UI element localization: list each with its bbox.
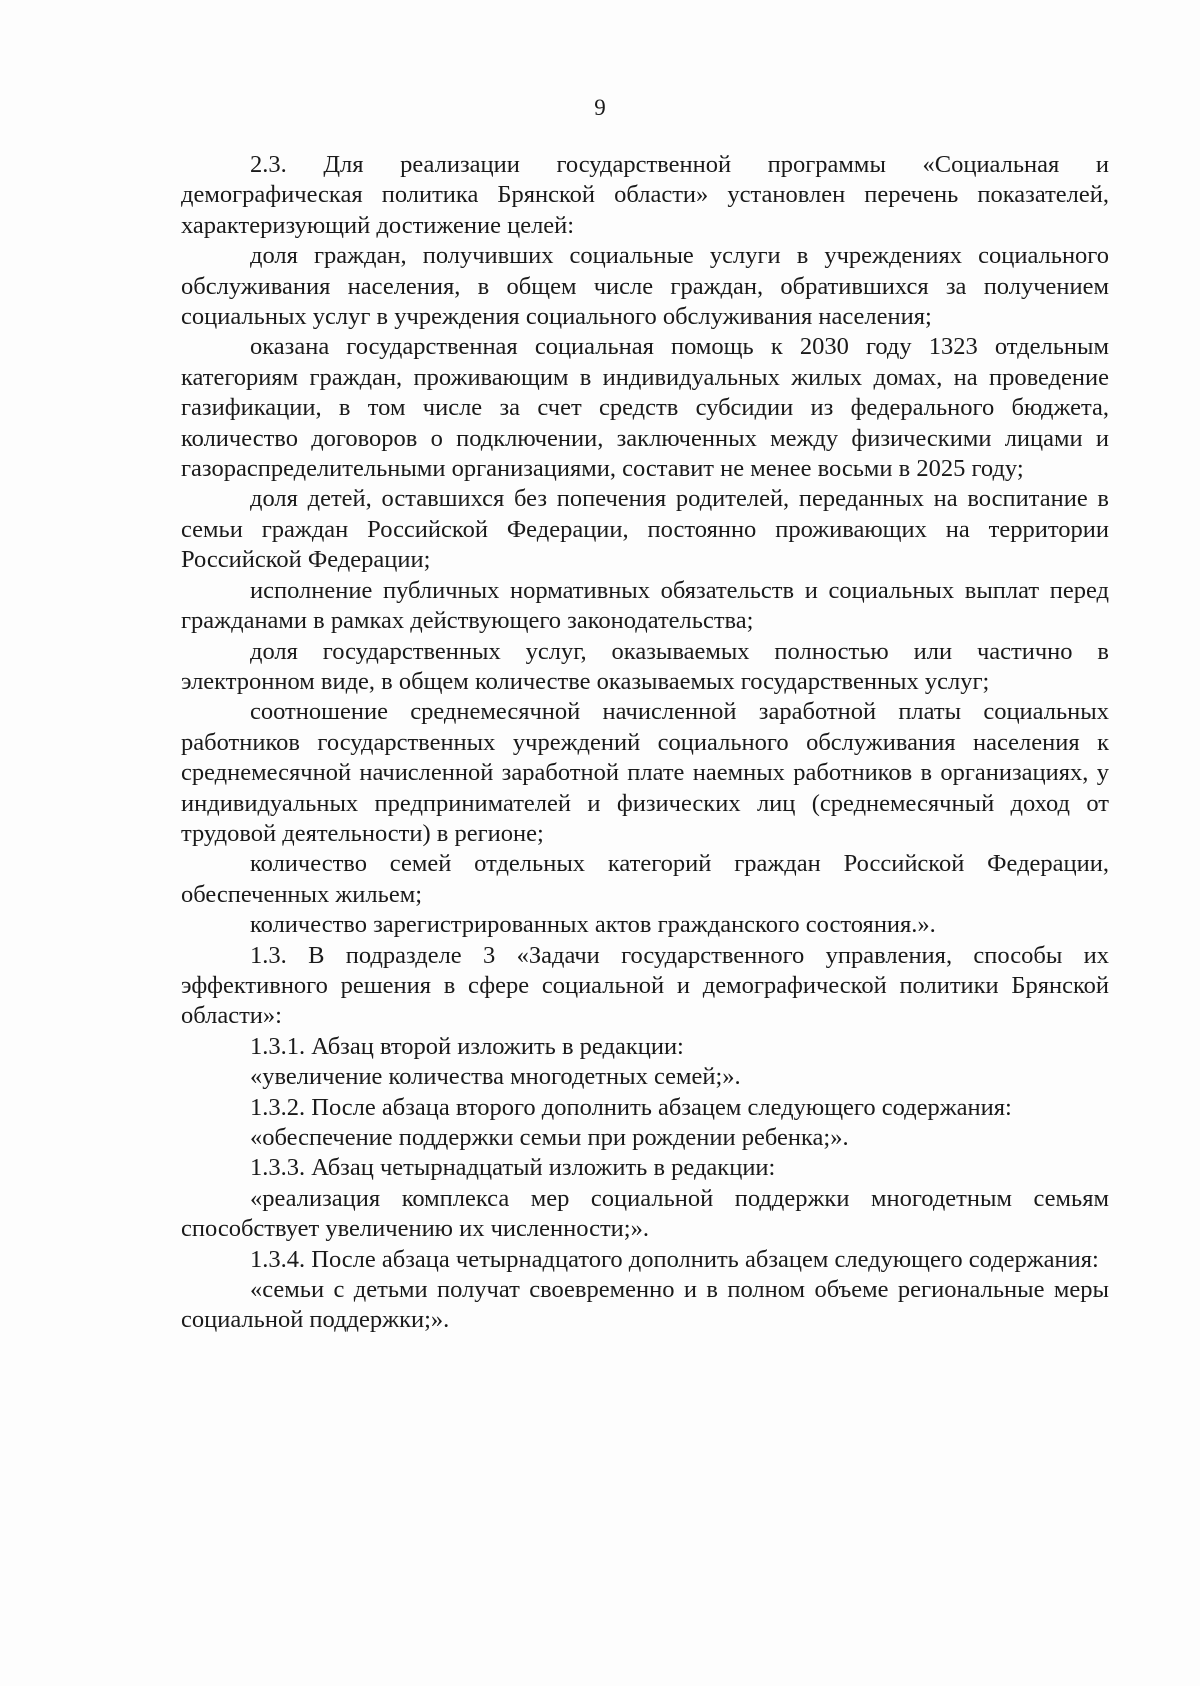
paragraph: 1.3.1. Абзац второй изложить в редакции: [250,1032,684,1060]
paragraph: количество семей отдельных категорий граждан Российской Федерации, обеспеченных жильем; [181,850,1109,908]
paragraph: соотношение среднемесячной начисленной заработной платы социальных работников государственных учреждений социального обслуживания населения к среднемесячной начисленной заработной плате наемных работников в организациях, у индивидуальных предпринимателей и физических лиц (среднемесячный доход от трудовой деятельности) в регионе; [181,698,1109,847]
paragraph: исполнение публичных нормативных обязательств и социальных выплат перед гражданами в рамках действующего законодательства; [181,576,1109,635]
paragraph: доля детей, оставшихся без попечения родителей, переданных на воспитание в семьи граждан Российской Федерации, постоянно проживающих на территории Российской Федерации; [181,485,1109,574]
paragraph: 1.3. В подразделе 3 «Задачи государственного управления, способы их эффективного решения в сфере социальной и демографической политики Брянской области»: [181,941,1109,1030]
paragraph: доля граждан, получивших социальные услуги в учреждениях социального обслуживания населения, в общем числе граждан, обратившихся за получением социальных услуг в учреждения социального обслуживания населения; [181,242,1109,331]
paragraph: 2.3. Для реализации государственной программы «Социальная и демографическая политика Брянской области» установлен перечень показателей, характеризующий достижение целей: [181,151,1109,239]
paragraph: доля государственных услуг, оказываемых полностью или частично в электронном виде, в общем количестве оказываемых государственных услуг; [181,637,1109,695]
paragraph: 1.3.3. Абзац четырнадцатый изложить в редакции: [250,1154,776,1182]
paragraph: оказана государственная социальная помощь к 2030 году 1323 отдельным категориям граждан, проживающим в индивидуальных жилых домах, на проведение газификации, в том числе за счет средств субсидии из федерального бюджета, количество договоров о подключении, заключенных между физическими лицами и газораспределительными организациями, составит не менее восьми в 2025 году; [181,333,1109,483]
paragraph: «обеспечение поддержки семьи при рождении ребенка;». [250,1124,849,1151]
paragraph: 1.3.4. После абзаца четырнадцатого дополнить абзацем следующего содержания: [250,1245,1099,1273]
paragraph: «семьи с детьми получат своевременно и в полном объеме региональные меры социальной поддержки;». [181,1276,1109,1334]
paragraph: «реализация комплекса мер социальной поддержки многодетным семьям способствует увеличению их численности;». [181,1184,1109,1243]
paragraph: «увеличение количества многодетных семей;». [250,1063,741,1091]
document-body [181,150,1109,1336]
paragraph: 1.3.2. После абзаца второго дополнить абзацем следующего содержания: [250,1093,1012,1121]
paragraph: количество зарегистрированных актов гражданского состояния.». [250,911,936,939]
page-number: 9 [594,95,606,120]
